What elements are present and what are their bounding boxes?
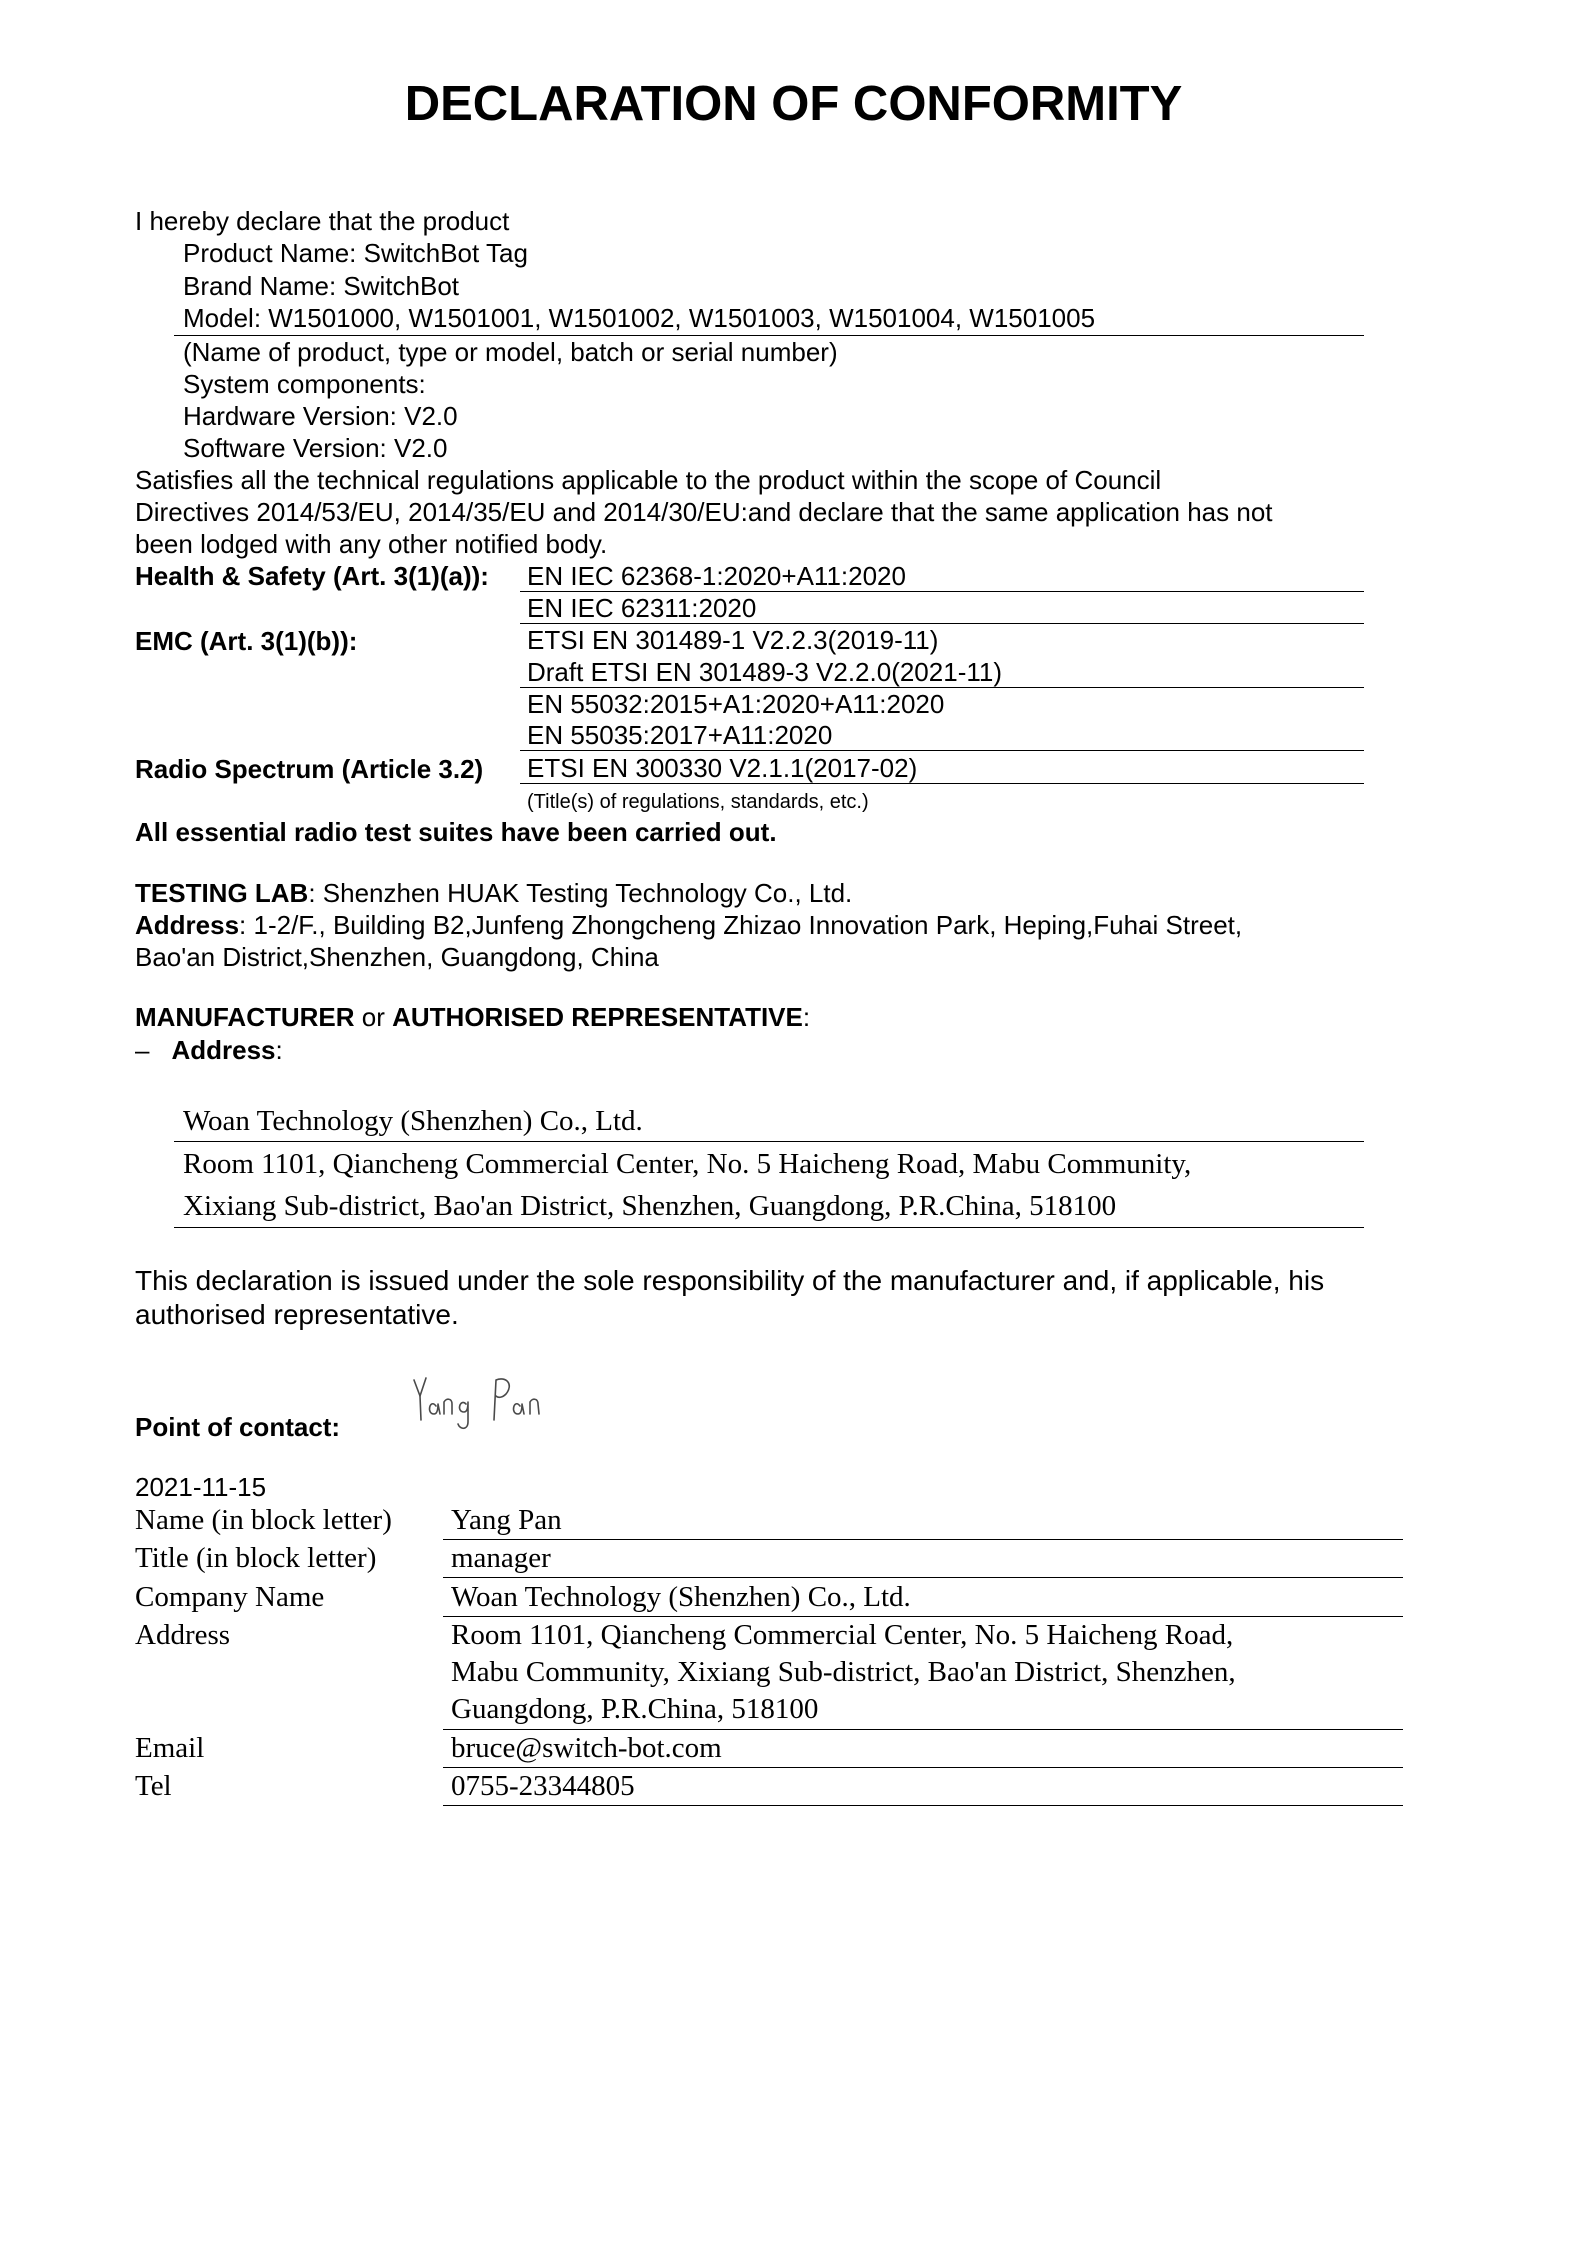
representative-label: AUTHORISED REPRESENTATIVE bbox=[392, 1002, 803, 1032]
contact-name: Yang Pan bbox=[451, 1504, 562, 1536]
satisfies-line-1: Satisfies all the technical regulations applicable to the product within the scope of Council bbox=[135, 465, 1162, 495]
testing-lab-address-2: Bao'an District,Shenzhen, Guangdong, China bbox=[135, 942, 659, 972]
contact-date: 2021-11-15 bbox=[135, 1472, 267, 1502]
divider bbox=[443, 1616, 1403, 1617]
product-caption: (Name of product, type or model, batch or serial number) bbox=[183, 337, 838, 367]
contact-tel-label: Tel bbox=[135, 1770, 172, 1802]
dash-bullet: – bbox=[135, 1035, 150, 1065]
divider bbox=[520, 750, 1364, 751]
radio-label: Radio Spectrum (Article 3.2) bbox=[135, 754, 484, 784]
testing-lab-address-label: Address bbox=[135, 910, 240, 940]
divider bbox=[174, 1227, 1364, 1228]
contact-address-1: Room 1101, Qiancheng Commercial Center, No. 5 Haicheng Road, bbox=[451, 1619, 1234, 1651]
divider bbox=[443, 1539, 1403, 1540]
contact-email-label: Email bbox=[135, 1732, 205, 1764]
contact-company-label: Company Name bbox=[135, 1581, 325, 1613]
testing-lab-address-line bbox=[135, 909, 1242, 941]
model-list: Model: W1501000, W1501001, W1501002, W1501003, W1501004, W1501005 bbox=[183, 303, 1096, 333]
manufacturer-address-colon: : bbox=[275, 1035, 283, 1065]
product-name: Product Name: SwitchBot Tag bbox=[183, 238, 528, 268]
intro-text: I hereby declare that the product bbox=[135, 206, 510, 236]
manufacturer-colon: : bbox=[802, 1002, 811, 1032]
contact-email: bruce@switch-bot.com bbox=[451, 1732, 722, 1764]
testing-lab-line bbox=[135, 877, 852, 909]
manufacturer-or: or bbox=[354, 1002, 393, 1032]
emc-label: EMC (Art. 3(1)(b)): bbox=[135, 626, 358, 656]
contact-company: Woan Technology (Shenzhen) Co., Ltd. bbox=[451, 1581, 911, 1613]
divider bbox=[174, 1141, 1364, 1142]
divider bbox=[520, 783, 1364, 784]
signature bbox=[408, 1370, 558, 1436]
page-title: DECLARATION OF CONFORMITY bbox=[404, 77, 1183, 131]
system-components: System components: bbox=[183, 369, 426, 399]
testing-lab-address-1: : 1-2/F., Building B2,Junfeng Zhongcheng Zhizao Innovation Park, Heping,Fuhai Street, bbox=[239, 910, 1243, 940]
contact-title: manager bbox=[451, 1542, 551, 1574]
divider bbox=[443, 1767, 1403, 1768]
manufacturer-address-1: Room 1101, Qiancheng Commercial Center, No. 5 Haicheng Road, Mabu Community, bbox=[183, 1148, 1192, 1180]
contact-tel: 0755-23344805 bbox=[451, 1770, 635, 1802]
declaration-line-1: This declaration is issued under the sole responsibility of the manufacturer and, if applicable, his bbox=[135, 1265, 1325, 1296]
divider bbox=[443, 1577, 1403, 1578]
standard-emc-1: ETSI EN 301489-1 V2.2.3(2019-11) bbox=[527, 625, 939, 655]
contact-address-label: Address bbox=[135, 1619, 231, 1651]
test-suites-statement: All essential radio test suites have been carried out. bbox=[135, 817, 777, 847]
point-of-contact-label: Point of contact: bbox=[135, 1412, 341, 1442]
health-safety-label: Health & Safety (Art. 3(1)(a)): bbox=[135, 561, 489, 591]
testing-lab-label: TESTING LAB bbox=[135, 878, 309, 908]
manufacturer-address-2: Xixiang Sub-district, Bao'an District, Shenzhen, Guangdong, P.R.China, 518100 bbox=[183, 1190, 1117, 1222]
standards-caption: (Title(s) of regulations, standards, etc.) bbox=[527, 791, 869, 813]
manufacturer-heading bbox=[135, 1001, 810, 1033]
divider bbox=[443, 1805, 1403, 1806]
manufacturer-address-heading bbox=[135, 1034, 283, 1066]
standard-emc-2: Draft ETSI EN 301489-3 V2.2.0(2021-11) bbox=[527, 657, 1002, 687]
hardware-version: Hardware Version: V2.0 bbox=[183, 401, 458, 431]
satisfies-line-3: been lodged with any other notified body. bbox=[135, 529, 608, 559]
satisfies-line-2: Directives 2014/53/EU, 2014/35/EU and 2014/30/EU:and declare that the same application has not bbox=[135, 497, 1273, 527]
contact-name-label: Name (in block letter) bbox=[135, 1504, 392, 1536]
brand-name: Brand Name: SwitchBot bbox=[183, 271, 460, 301]
software-version: Software Version: V2.0 bbox=[183, 433, 448, 463]
contact-address-2: Mabu Community, Xixiang Sub-district, Bao'an District, Shenzhen, bbox=[451, 1656, 1236, 1688]
standard-radio-1: ETSI EN 300330 V2.1.1(2017-02) bbox=[527, 753, 918, 783]
manufacturer-label: MANUFACTURER bbox=[135, 1002, 355, 1032]
standard-health-2: EN IEC 62311:2020 bbox=[527, 593, 757, 623]
standard-emc-3: EN 55032:2015+A1:2020+A11:2020 bbox=[527, 689, 945, 719]
standard-emc-4: EN 55035:2017+A11:2020 bbox=[527, 720, 833, 750]
testing-lab-name: : Shenzhen HUAK Testing Technology Co., Ltd. bbox=[308, 878, 853, 908]
declaration-line-2: authorised representative. bbox=[135, 1299, 459, 1330]
manufacturer-address-label: Address bbox=[171, 1035, 276, 1065]
standard-health-1: EN IEC 62368-1:2020+A11:2020 bbox=[527, 561, 906, 591]
divider bbox=[443, 1729, 1403, 1730]
contact-address-3: Guangdong, P.R.China, 518100 bbox=[451, 1693, 819, 1725]
contact-title-label: Title (in block letter) bbox=[135, 1542, 377, 1574]
manufacturer-company: Woan Technology (Shenzhen) Co., Ltd. bbox=[183, 1105, 643, 1137]
